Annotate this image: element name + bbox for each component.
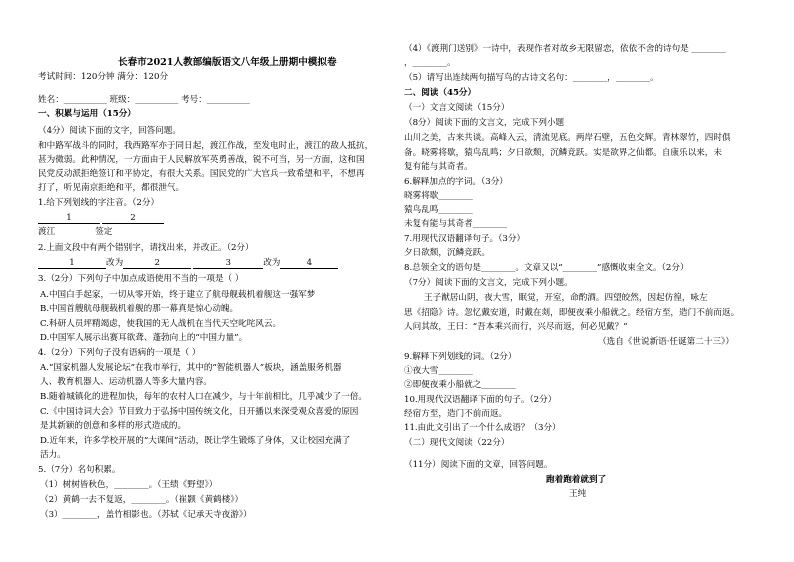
- q1-answer-blank-2[interactable]: 2: [102, 214, 164, 224]
- class-label: 班级：: [109, 95, 136, 105]
- q2-answer-row: [38, 259, 338, 269]
- q6-item-2[interactable]: 猿鸟乱鸣________: [404, 205, 473, 215]
- q1-answer-blank-1[interactable]: 1: [38, 214, 100, 224]
- question-2: 2.上面文段中有两个错别字，请找出来，并改正。（2分）: [38, 243, 254, 253]
- passage-2-line: 山川之美，古来共谈。高峰入云，清流见底。两岸石壁，五色交辉。青林翠竹，四时俱: [404, 133, 731, 143]
- q3-option-a[interactable]: A.中国白手起家，一切从零开始，终于建立了航母舰载机着舰这一强军梦: [40, 290, 316, 300]
- section-2-heading: 二、阅读（45分）: [404, 88, 477, 98]
- q6-item-1[interactable]: 晓雾将歇________: [404, 191, 473, 201]
- q2-blank-4[interactable]: 4: [280, 259, 338, 269]
- exam-meta: 考试时间：120分钟 满分：120分: [38, 72, 169, 82]
- passage-2-line: 备。晓雾将歇，猿鸟乱鸣；夕日欲颓，沉鳞竞跃。实是欲界之仙都。自康乐以来，未: [404, 148, 722, 158]
- passage-3-line: 思《招隐》诗。忽忆戴安道，时戴在剡，即便夜乘小船就之。经宿方至，造门不前而返。: [404, 308, 740, 318]
- q5-item-1[interactable]: （1）树树皆秋色，________。（王绩《野望》）: [40, 480, 218, 490]
- q1-word-2: 签定: [95, 227, 113, 237]
- q9-item-1[interactable]: ①夜大雪________: [404, 366, 473, 376]
- id-label: 考号：: [181, 95, 207, 105]
- q4-option-c-cont: 是其新颖的创意和多样的形式造成的。: [40, 421, 187, 431]
- q4-option-b[interactable]: B.随着城镇化的进程加快，每年的农村人口在减少，与十年前相比，几乎减少了一倍。: [40, 392, 368, 402]
- passage-3-line: 王子猷居山阴，夜大雪，眠觉，开室，命酌酒。四望皎然，因起仿徨，咏左: [424, 293, 708, 303]
- q5-item-2[interactable]: （2）黄鹤一去不复返，________。（崔颢《黄鹤楼》）: [40, 495, 244, 505]
- q4-option-a-cont: 人、教育机器人、运动机器人等多大量内容。: [40, 377, 212, 387]
- q2-change-label: 改为: [263, 258, 281, 268]
- q1-answer-row: [38, 214, 164, 224]
- passage-1-line: 打了，听见南京拒绝和平，都很泄气。: [38, 183, 185, 193]
- exam-title: 长春市2021人教部编版语文八年级上册期中模拟卷: [118, 57, 337, 68]
- passage-2-intro: （8分）阅读下面的文言文，完成下列小题: [404, 118, 565, 128]
- q7-sentence: 夕日欲颓，沉鳞竞跃。: [404, 248, 490, 258]
- q10-sentence: 经宿方至，造门不前而返。: [404, 409, 508, 419]
- q5-item-4-cont[interactable]: ，________。: [404, 58, 456, 68]
- q3-option-b[interactable]: B.中国首艘航母舰载机着舰的那一幕真是惊心动魄。: [40, 304, 239, 314]
- q1-word-1: 渡江: [38, 227, 56, 237]
- passage-3-line: 人问其故，王曰：“吾本乘兴而行，兴尽而返，何必见戴？”: [404, 322, 628, 332]
- q4-option-d[interactable]: D.近年来，许多学校开展的“大课间”活动，既让学生锻炼了身体，又让校园充满了: [40, 436, 351, 446]
- question-6: 6.解释加点的字词。（3分）: [404, 177, 508, 187]
- passage-3-source: （选自《世说新语·任诞第二十三》）: [598, 337, 734, 347]
- q6-item-3[interactable]: 未复有能与其奇者________: [404, 219, 508, 229]
- q4-option-d-cont: 活力。: [40, 450, 66, 460]
- passage-3-intro: （7分）阅读下面的文言文，完成下列小题。: [404, 278, 573, 288]
- student-info: [38, 96, 250, 105]
- question-4: 4.（2分）下列句子没有语病的一项是（ ）: [38, 348, 201, 358]
- q5-item-4[interactable]: （4）《渡荆门送别》一诗中，表现作者对故乡无限留恋，依依不舍的诗句是 ________: [404, 44, 726, 54]
- q2-blank-3[interactable]: 3: [193, 259, 263, 269]
- q4-option-c[interactable]: C.《中国诗词大会》节目致力于弘扬中国传统文化，日开播以来深受观众喜爱的原因: [40, 407, 359, 417]
- q1-words: [38, 228, 112, 237]
- question-11: 11.由此文引出了一个什么成语？（3分）: [404, 423, 561, 433]
- q3-option-c[interactable]: C.科研人员坪精竭虑，使我国的无人战机在当代天空叱咤风云。: [40, 319, 282, 329]
- section-1-heading: 一、积累与运用（15分）: [38, 109, 136, 119]
- q2-blank-1[interactable]: 1: [38, 259, 106, 269]
- passage-1-intro: （4分）阅读下面的文字，回答问题。: [38, 126, 181, 136]
- q2-change-label: 改为: [106, 258, 124, 268]
- name-label: 姓名：: [38, 95, 64, 105]
- passage-4-intro: （11分）阅读下面的文章，回答问题。: [404, 460, 553, 470]
- question-8[interactable]: 8.总领全文的语句是________。文章又以“________”感慨收束全文。（2分）: [404, 263, 689, 273]
- subsection-modern: （二）现代文阅读（22分）: [404, 438, 510, 448]
- q9-item-2[interactable]: ②即便夜乘小船就之________: [404, 380, 516, 390]
- passage-1-line: 民党反动派拒绝签订和平协定，有很大关系。国民党的广大官兵一致希望和平，不想再: [38, 169, 365, 179]
- passage-2-line: 复有能与其奇者。: [404, 162, 473, 172]
- name-blank[interactable]: __________: [63, 95, 107, 105]
- subsection-classical: （一）文言文阅读（15分）: [404, 103, 510, 113]
- q5-item-5[interactable]: （5）请写出连续两句描写鸟的古诗文名句：________，________。: [404, 73, 659, 83]
- class-blank[interactable]: __________: [135, 95, 179, 105]
- question-10: 10.用现代汉语翻译下面的句子。（2分）: [404, 395, 557, 405]
- id-blank[interactable]: __________: [206, 95, 250, 105]
- q2-blank-2[interactable]: 2: [123, 259, 191, 269]
- q3-option-d[interactable]: D.中国军人展示出赛耳欲聋、蓬勃向上的“中国力量”。: [40, 333, 248, 343]
- q4-option-a[interactable]: A.“国家机器人发展论坛”在我市举行，其中的“智能机器人”板块，涵盖服务机器: [40, 363, 342, 373]
- passage-1-line: 甚为微弱。此种情况，一方面由于人民解放军英勇善战，锐不可当，另一方面，这和国: [38, 155, 365, 165]
- question-3: 3.（2分）下列句子中加点成语使用不当的一项是（ ）: [38, 274, 244, 284]
- q5-item-3[interactable]: （3）________，盖竹相影也。（苏轼《记承天寺夜游》）: [40, 510, 252, 520]
- question-9: 9.解释下列划线的词。（2分）: [404, 352, 517, 362]
- question-7: 7.用现代汉语翻译句子。（3分）: [404, 234, 526, 244]
- article-author: 王纯: [569, 489, 587, 499]
- article-title: 跑着跑着就到了: [546, 475, 607, 485]
- question-1: 1.给下列划线的字注音。（2分）: [38, 198, 160, 208]
- question-5: 5.（7分）名句积累。: [38, 465, 121, 475]
- passage-1-line: 和中路军战斗的同时，我西路军亦于同日起，渡江作战，至发电时止，渡江的敌人抵抗，: [38, 141, 374, 151]
